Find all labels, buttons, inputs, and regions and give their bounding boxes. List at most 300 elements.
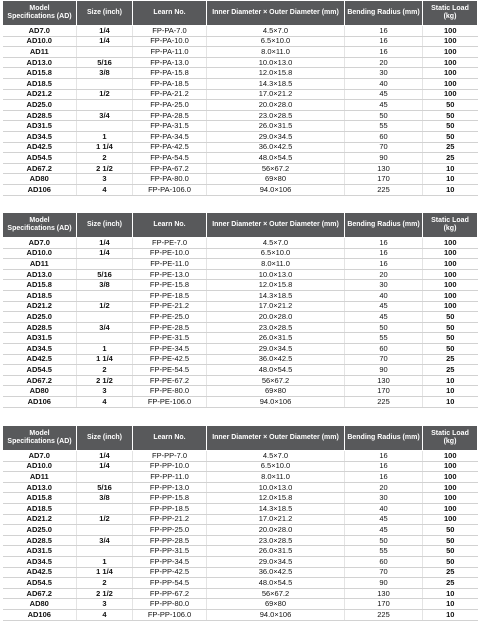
- learn-no-cell: FP-PA-7.0: [133, 26, 207, 37]
- learn-no-cell: FP-PP-13.0: [133, 482, 207, 493]
- diameter-cell: 56×67.2: [207, 163, 345, 174]
- static-load-cell: 10: [423, 375, 478, 386]
- bending-radius-cell: 16: [345, 451, 423, 462]
- model-cell: AD80: [3, 386, 77, 397]
- static-load-cell: 100: [423, 514, 478, 525]
- table-row: [3, 546, 478, 557]
- bending-radius-cell: 55: [345, 121, 423, 132]
- diameter-cell: 14.3×18.5: [207, 290, 345, 301]
- diameter-cell: 8.0×11.0: [207, 47, 345, 58]
- bending-radius-cell: 50: [345, 110, 423, 121]
- bending-radius-cell: 225: [345, 184, 423, 195]
- header-size: Size (inch): [77, 426, 133, 451]
- size-cell: 1/2: [77, 301, 133, 312]
- bending-radius-cell: 45: [345, 525, 423, 536]
- static-load-cell: 50: [423, 333, 478, 344]
- bending-radius-cell: 70: [345, 354, 423, 365]
- table-row: [3, 535, 478, 546]
- model-cell: AD18.5: [3, 290, 77, 301]
- size-cell: 1/4: [77, 26, 133, 37]
- model-cell: AD80: [3, 174, 77, 185]
- table-row: [3, 343, 478, 354]
- table-row: [3, 68, 478, 79]
- static-load-cell: 10: [423, 386, 478, 397]
- model-cell: AD25.0: [3, 312, 77, 323]
- table-row: [3, 142, 478, 153]
- table-row: [3, 280, 478, 291]
- diameter-cell: 8.0×11.0: [207, 259, 345, 270]
- model-cell: AD13.0: [3, 269, 77, 280]
- diameter-cell: 94.0×106: [207, 396, 345, 407]
- static-load-cell: 100: [423, 47, 478, 58]
- table-row: [3, 78, 478, 89]
- diameter-cell: 8.0×11.0: [207, 472, 345, 483]
- model-cell: AD42.5: [3, 142, 77, 153]
- bending-radius-cell: 170: [345, 599, 423, 610]
- size-cell: 1/2: [77, 514, 133, 525]
- size-cell: [77, 290, 133, 301]
- learn-no-cell: FP-PP-7.0: [133, 451, 207, 462]
- model-cell: AD7.0: [3, 451, 77, 462]
- diameter-cell: 20.0×28.0: [207, 100, 345, 111]
- diameter-cell: 26.0×31.5: [207, 121, 345, 132]
- static-load-cell: 100: [423, 482, 478, 493]
- model-cell: AD11: [3, 472, 77, 483]
- table-row: [3, 354, 478, 365]
- learn-no-cell: FP-PP-54.5: [133, 578, 207, 589]
- diameter-cell: 14.3×18.5: [207, 78, 345, 89]
- table-row: [3, 503, 478, 514]
- bending-radius-cell: 40: [345, 78, 423, 89]
- bending-radius-cell: 20: [345, 269, 423, 280]
- learn-no-cell: FP-PP-25.0: [133, 525, 207, 536]
- model-cell: AD67.2: [3, 163, 77, 174]
- table-row: [3, 514, 478, 525]
- bending-radius-cell: 70: [345, 567, 423, 578]
- bending-radius-cell: 55: [345, 333, 423, 344]
- learn-no-cell: FP-PP-18.5: [133, 503, 207, 514]
- diameter-cell: 23.0×28.5: [207, 322, 345, 333]
- diameter-cell: 12.0×15.8: [207, 280, 345, 291]
- static-load-cell: 100: [423, 238, 478, 249]
- diameter-cell: 4.5×7.0: [207, 26, 345, 37]
- header-diameter: Inner Diameter × Outer Diameter (mm): [207, 426, 345, 451]
- learn-no-cell: FP-PE-80.0: [133, 386, 207, 397]
- size-cell: 4: [77, 184, 133, 195]
- size-cell: [77, 78, 133, 89]
- learn-no-cell: FP-PP-11.0: [133, 472, 207, 483]
- diameter-cell: 6.5×10.0: [207, 248, 345, 259]
- size-cell: 3: [77, 174, 133, 185]
- table-row: [3, 451, 478, 462]
- learn-no-cell: FP-PE-42.5: [133, 354, 207, 365]
- size-cell: 5/16: [77, 269, 133, 280]
- table-row: [3, 131, 478, 142]
- static-load-cell: 100: [423, 259, 478, 270]
- bending-radius-cell: 90: [345, 153, 423, 164]
- static-load-cell: 10: [423, 163, 478, 174]
- header-model: Model Specifications (AD): [3, 426, 77, 451]
- model-cell: AD13.0: [3, 482, 77, 493]
- bending-radius-cell: 60: [345, 343, 423, 354]
- model-cell: AD21.2: [3, 89, 77, 100]
- table-row: [3, 588, 478, 599]
- bending-radius-cell: 225: [345, 609, 423, 620]
- model-cell: AD11: [3, 47, 77, 58]
- static-load-cell: 100: [423, 68, 478, 79]
- learn-no-cell: FP-PE-31.5: [133, 333, 207, 344]
- diameter-cell: 29.0×34.5: [207, 131, 345, 142]
- table-row: [3, 482, 478, 493]
- table-row: [3, 174, 478, 185]
- static-load-cell: 10: [423, 184, 478, 195]
- table-row: [3, 525, 478, 536]
- table-header-row: [3, 426, 478, 451]
- size-cell: 1/4: [77, 451, 133, 462]
- size-cell: [77, 121, 133, 132]
- model-cell: AD10.0: [3, 36, 77, 47]
- header-size: Size (inch): [77, 1, 133, 26]
- table-row: [3, 57, 478, 68]
- diameter-cell: 10.0×13.0: [207, 269, 345, 280]
- table-row: [3, 121, 478, 132]
- model-cell: AD10.0: [3, 248, 77, 259]
- diameter-cell: 36.0×42.5: [207, 354, 345, 365]
- bending-radius-cell: 16: [345, 26, 423, 37]
- static-load-cell: 50: [423, 121, 478, 132]
- static-load-cell: 50: [423, 556, 478, 567]
- spec-table-pa: [2, 0, 478, 196]
- size-cell: 1/4: [77, 461, 133, 472]
- table-row: [3, 248, 478, 259]
- size-cell: 3: [77, 386, 133, 397]
- learn-no-cell: FP-PA-42.5: [133, 142, 207, 153]
- learn-no-cell: FP-PP-106.0: [133, 609, 207, 620]
- size-cell: 1 1/4: [77, 567, 133, 578]
- model-cell: AD28.5: [3, 322, 77, 333]
- model-cell: AD18.5: [3, 503, 77, 514]
- table-row: [3, 312, 478, 323]
- static-load-cell: 100: [423, 290, 478, 301]
- size-cell: [77, 312, 133, 323]
- model-cell: AD11: [3, 259, 77, 270]
- table-row: [3, 26, 478, 37]
- bending-radius-cell: 60: [345, 131, 423, 142]
- learn-no-cell: FP-PE-7.0: [133, 238, 207, 249]
- learn-no-cell: FP-PA-80.0: [133, 174, 207, 185]
- learn-no-cell: FP-PA-11.0: [133, 47, 207, 58]
- size-cell: 5/16: [77, 57, 133, 68]
- learn-no-cell: FP-PP-15.8: [133, 493, 207, 504]
- static-load-cell: 25: [423, 153, 478, 164]
- learn-no-cell: FP-PE-15.8: [133, 280, 207, 291]
- model-cell: AD31.5: [3, 546, 77, 557]
- learn-no-cell: FP-PE-11.0: [133, 259, 207, 270]
- diameter-cell: 17.0×21.2: [207, 89, 345, 100]
- static-load-cell: 100: [423, 461, 478, 472]
- header-model: Model Specifications (AD): [3, 213, 77, 238]
- model-cell: AD106: [3, 396, 77, 407]
- model-cell: AD28.5: [3, 110, 77, 121]
- static-load-cell: 100: [423, 301, 478, 312]
- learn-no-cell: FP-PA-31.5: [133, 121, 207, 132]
- bending-radius-cell: 130: [345, 588, 423, 599]
- learn-no-cell: FP-PE-67.2: [133, 375, 207, 386]
- static-load-cell: 50: [423, 525, 478, 536]
- diameter-cell: 12.0×15.8: [207, 493, 345, 504]
- bending-radius-cell: 90: [345, 365, 423, 376]
- size-cell: 1/4: [77, 36, 133, 47]
- table-row: [3, 269, 478, 280]
- learn-no-cell: FP-PA-54.5: [133, 153, 207, 164]
- learn-no-cell: FP-PP-21.2: [133, 514, 207, 525]
- size-cell: [77, 259, 133, 270]
- table-row: [3, 163, 478, 174]
- bending-radius-cell: 16: [345, 36, 423, 47]
- size-cell: 1: [77, 343, 133, 354]
- size-cell: 2: [77, 153, 133, 164]
- size-cell: 1/2: [77, 89, 133, 100]
- size-cell: [77, 333, 133, 344]
- model-cell: AD34.5: [3, 131, 77, 142]
- diameter-cell: 94.0×106: [207, 609, 345, 620]
- diameter-cell: 6.5×10.0: [207, 461, 345, 472]
- spec-table-pe: [2, 212, 478, 408]
- table-row: [3, 461, 478, 472]
- table-header-row: [3, 213, 478, 238]
- size-cell: [77, 503, 133, 514]
- diameter-cell: 29.0×34.5: [207, 343, 345, 354]
- header-learn-no: Learn No.: [133, 213, 207, 238]
- static-load-cell: 25: [423, 354, 478, 365]
- learn-no-cell: FP-PA-21.2: [133, 89, 207, 100]
- learn-no-cell: FP-PP-10.0: [133, 461, 207, 472]
- model-cell: AD80: [3, 599, 77, 610]
- diameter-cell: 23.0×28.5: [207, 535, 345, 546]
- bending-radius-cell: 16: [345, 47, 423, 58]
- learn-no-cell: FP-PE-18.5: [133, 290, 207, 301]
- size-cell: [77, 546, 133, 557]
- model-cell: AD15.8: [3, 68, 77, 79]
- header-bending-radius: Bending Radius (mm): [345, 1, 423, 26]
- bending-radius-cell: 130: [345, 163, 423, 174]
- table-row: [3, 184, 478, 195]
- static-load-cell: 10: [423, 599, 478, 610]
- table-row: [3, 47, 478, 58]
- table-row: [3, 567, 478, 578]
- model-cell: AD28.5: [3, 535, 77, 546]
- size-cell: 3/8: [77, 280, 133, 291]
- bending-radius-cell: 45: [345, 301, 423, 312]
- bending-radius-cell: 30: [345, 68, 423, 79]
- diameter-cell: 4.5×7.0: [207, 238, 345, 249]
- bending-radius-cell: 30: [345, 280, 423, 291]
- learn-no-cell: FP-PA-67.2: [133, 163, 207, 174]
- static-load-cell: 50: [423, 312, 478, 323]
- table-row: [3, 472, 478, 483]
- header-static-load: Static Load (kg): [423, 213, 478, 238]
- size-cell: 1 1/4: [77, 354, 133, 365]
- static-load-cell: 50: [423, 100, 478, 111]
- static-load-cell: 100: [423, 57, 478, 68]
- static-load-cell: 10: [423, 174, 478, 185]
- bending-radius-cell: 170: [345, 174, 423, 185]
- model-cell: AD10.0: [3, 461, 77, 472]
- diameter-cell: 69×80: [207, 174, 345, 185]
- table-row: [3, 290, 478, 301]
- model-cell: AD54.5: [3, 153, 77, 164]
- static-load-cell: 25: [423, 365, 478, 376]
- table-header-row: [3, 1, 478, 26]
- model-cell: AD31.5: [3, 121, 77, 132]
- learn-no-cell: FP-PP-34.5: [133, 556, 207, 567]
- table-row: [3, 365, 478, 376]
- static-load-cell: 100: [423, 26, 478, 37]
- learn-no-cell: FP-PE-13.0: [133, 269, 207, 280]
- size-cell: 1/4: [77, 238, 133, 249]
- model-cell: AD54.5: [3, 365, 77, 376]
- static-load-cell: 10: [423, 609, 478, 620]
- size-cell: 3/4: [77, 110, 133, 121]
- diameter-cell: 36.0×42.5: [207, 142, 345, 153]
- size-cell: 2: [77, 578, 133, 589]
- static-load-cell: 100: [423, 89, 478, 100]
- table-row: [3, 609, 478, 620]
- header-model: Model Specifications (AD): [3, 1, 77, 26]
- header-learn-no: Learn No.: [133, 1, 207, 26]
- static-load-cell: 50: [423, 343, 478, 354]
- table-row: [3, 322, 478, 333]
- static-load-cell: 50: [423, 535, 478, 546]
- learn-no-cell: FP-PE-21.2: [133, 301, 207, 312]
- static-load-cell: 100: [423, 78, 478, 89]
- bending-radius-cell: 60: [345, 556, 423, 567]
- size-cell: 2 1/2: [77, 163, 133, 174]
- bending-radius-cell: 50: [345, 322, 423, 333]
- static-load-cell: 10: [423, 396, 478, 407]
- static-load-cell: 100: [423, 248, 478, 259]
- static-load-cell: 50: [423, 131, 478, 142]
- table-row: [3, 578, 478, 589]
- model-cell: AD25.0: [3, 525, 77, 536]
- bending-radius-cell: 130: [345, 375, 423, 386]
- diameter-cell: 36.0×42.5: [207, 567, 345, 578]
- learn-no-cell: FP-PP-31.5: [133, 546, 207, 557]
- bending-radius-cell: 70: [345, 142, 423, 153]
- bending-radius-cell: 20: [345, 482, 423, 493]
- model-cell: AD7.0: [3, 238, 77, 249]
- table-row: [3, 36, 478, 47]
- header-static-load: Static Load (kg): [423, 1, 478, 26]
- table-row: [3, 396, 478, 407]
- bending-radius-cell: 16: [345, 238, 423, 249]
- static-load-cell: 50: [423, 110, 478, 121]
- model-cell: AD7.0: [3, 26, 77, 37]
- static-load-cell: 100: [423, 493, 478, 504]
- diameter-cell: 48.0×54.5: [207, 153, 345, 164]
- learn-no-cell: FP-PP-80.0: [133, 599, 207, 610]
- diameter-cell: 48.0×54.5: [207, 365, 345, 376]
- bending-radius-cell: 40: [345, 503, 423, 514]
- model-cell: AD25.0: [3, 100, 77, 111]
- bending-radius-cell: 90: [345, 578, 423, 589]
- header-size: Size (inch): [77, 213, 133, 238]
- learn-no-cell: FP-PA-15.8: [133, 68, 207, 79]
- size-cell: [77, 47, 133, 58]
- size-cell: [77, 100, 133, 111]
- size-cell: 3/4: [77, 535, 133, 546]
- learn-no-cell: FP-PA-18.5: [133, 78, 207, 89]
- bending-radius-cell: 16: [345, 472, 423, 483]
- size-cell: 1: [77, 131, 133, 142]
- size-cell: 3/4: [77, 322, 133, 333]
- bending-radius-cell: 20: [345, 57, 423, 68]
- model-cell: AD34.5: [3, 556, 77, 567]
- diameter-cell: 26.0×31.5: [207, 333, 345, 344]
- size-cell: 1 1/4: [77, 142, 133, 153]
- size-cell: 4: [77, 396, 133, 407]
- static-load-cell: 25: [423, 567, 478, 578]
- spec-table-pp: [2, 425, 478, 621]
- size-cell: 2 1/2: [77, 375, 133, 386]
- bending-radius-cell: 45: [345, 89, 423, 100]
- model-cell: AD42.5: [3, 354, 77, 365]
- bending-radius-cell: 45: [345, 312, 423, 323]
- diameter-cell: 26.0×31.5: [207, 546, 345, 557]
- learn-no-cell: FP-PA-34.5: [133, 131, 207, 142]
- size-cell: 2: [77, 365, 133, 376]
- table-row: [3, 153, 478, 164]
- learn-no-cell: FP-PP-28.5: [133, 535, 207, 546]
- size-cell: 3: [77, 599, 133, 610]
- learn-no-cell: FP-PA-10.0: [133, 36, 207, 47]
- bending-radius-cell: 45: [345, 100, 423, 111]
- diameter-cell: 29.0×34.5: [207, 556, 345, 567]
- bending-radius-cell: 40: [345, 290, 423, 301]
- model-cell: AD15.8: [3, 493, 77, 504]
- learn-no-cell: FP-PA-13.0: [133, 57, 207, 68]
- header-diameter: Inner Diameter × Outer Diameter (mm): [207, 1, 345, 26]
- static-load-cell: 50: [423, 322, 478, 333]
- model-cell: AD54.5: [3, 578, 77, 589]
- diameter-cell: 10.0×13.0: [207, 482, 345, 493]
- model-cell: AD67.2: [3, 375, 77, 386]
- model-cell: AD106: [3, 184, 77, 195]
- size-cell: [77, 525, 133, 536]
- bending-radius-cell: 225: [345, 396, 423, 407]
- learn-no-cell: FP-PE-25.0: [133, 312, 207, 323]
- bending-radius-cell: 55: [345, 546, 423, 557]
- size-cell: 3/8: [77, 493, 133, 504]
- bending-radius-cell: 170: [345, 386, 423, 397]
- size-cell: [77, 472, 133, 483]
- table-row: [3, 89, 478, 100]
- diameter-cell: 94.0×106: [207, 184, 345, 195]
- static-load-cell: 100: [423, 269, 478, 280]
- model-cell: AD67.2: [3, 588, 77, 599]
- static-load-cell: 100: [423, 503, 478, 514]
- bending-radius-cell: 16: [345, 461, 423, 472]
- table-row: [3, 375, 478, 386]
- bending-radius-cell: 45: [345, 514, 423, 525]
- static-load-cell: 50: [423, 546, 478, 557]
- size-cell: 1: [77, 556, 133, 567]
- model-cell: AD18.5: [3, 78, 77, 89]
- static-load-cell: 100: [423, 472, 478, 483]
- static-load-cell: 25: [423, 142, 478, 153]
- model-cell: AD42.5: [3, 567, 77, 578]
- diameter-cell: 20.0×28.0: [207, 525, 345, 536]
